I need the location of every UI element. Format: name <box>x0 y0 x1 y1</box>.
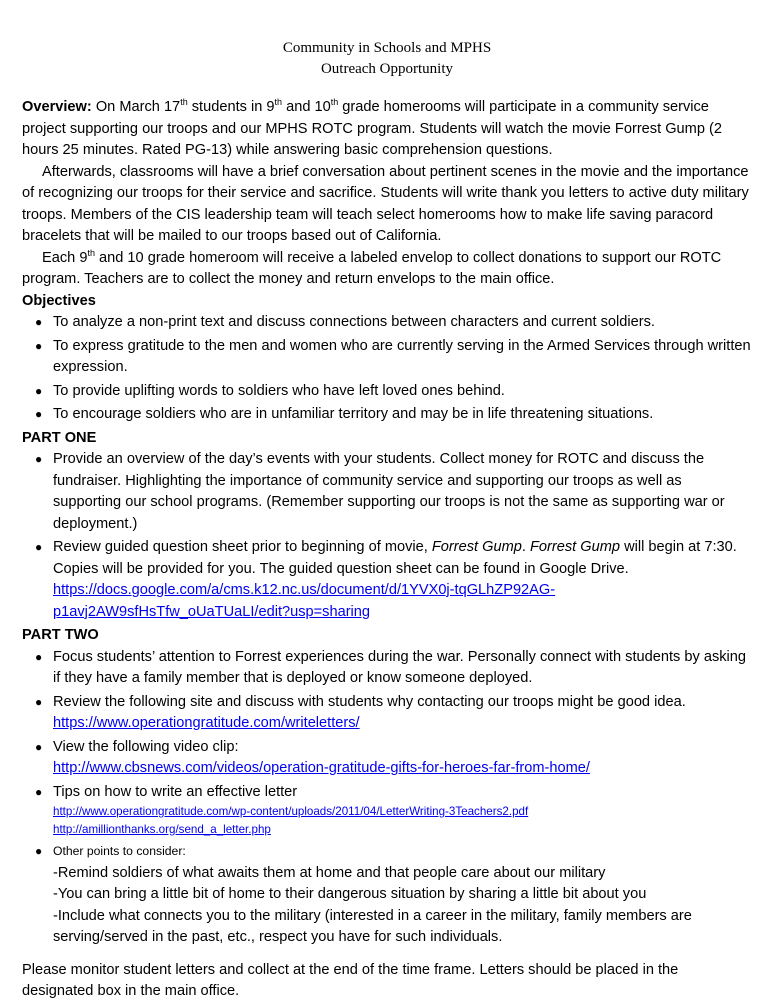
bullet-icon: ● <box>35 407 43 421</box>
bullet-icon: ● <box>35 315 43 329</box>
part-two-list <box>22 647 752 949</box>
video-clip-link[interactable]: http://www.cbsnews.com/videos/operation-gratitude-gifts-for-heroes-far-from-home/ <box>53 760 590 776</box>
closing-paragraph: Please monitor student letters and collect at the end of the time frame. Letters should be placed in the designated box in the main office. <box>22 961 679 999</box>
title-line-1: Community in Schools and MPHS <box>282 40 492 56</box>
part-one-heading: PART ONE <box>22 429 97 446</box>
letter-writing-pdf-link[interactable]: http://www.operationgratitude.com/wp-content/uploads/2011/04/LetterWriting-3Teachers2.pdf <box>53 805 529 818</box>
overview-paragraph: Overview: On March 17th students in 9th and 10th grade homerooms will participate in a community service project supporting our troops and our MPHS ROTC program. Students will watch the movie Forrest Gump (2 hours 25 minutes. Rated PG-13) while answering basic comprehension questions. <box>22 97 722 158</box>
donations-paragraph: Each 9th and 10 grade homeroom will receive a labeled envelop to collect donations to support our ROTC program. Teachers are to collect the money and return envelops to the main office. <box>22 247 722 287</box>
title-line-2: Outreach Opportunity <box>320 61 454 77</box>
list-item: ● Focus students’ attention to Forrest experiences during the war. Personally connect with students by asking if they have a family member that is deployed or know someone deployed. <box>35 648 747 686</box>
list-item: ● To provide uplifting words to soldiers who have left loved ones behind. <box>22 381 752 403</box>
point-3: -Include what connects you to the military (interested in a career in the military, family members are serving/served in the past, etc., respect you have for such individuals. <box>53 907 692 945</box>
bullet-icon: ● <box>35 452 43 466</box>
write-letters-link[interactable]: https://www.operationgratitude.com/writeletters/ <box>53 715 360 731</box>
bullet-icon: ● <box>35 694 43 709</box>
bullet-icon: ● <box>35 540 43 554</box>
bullet-icon: ● <box>35 649 43 664</box>
list-item: ● Provide an overview of the day’s events with your students. Collect money for ROTC and discuss the fundraiser. Highlighting the importance of community service and supporting our troops as well as supporting our school programs. (Remember supporting our troops is not the same as supporting war or deployment.) <box>35 451 725 532</box>
point-1: -Remind soldiers of what awaits them at home and that people care about our military <box>53 864 606 881</box>
list-item: ● View the following video clip: http://www.cbsnews.com/videos/operation-gratitude-gifts-for-heroes-far-from-home/ <box>35 738 590 776</box>
part-one-list <box>22 449 752 623</box>
list-item: ● To encourage soldiers who are in unfamiliar territory and may be in life threatening situations. <box>22 404 752 426</box>
bullet-icon: ● <box>35 844 43 858</box>
bullet-icon: ● <box>35 739 43 754</box>
document-title <box>22 38 752 80</box>
guided-question-sheet-link[interactable]: https://docs.google.com/a/cms.k12.nc.us/document/d/1YVX0j-tqGLhZP92AG-p1avj2AW9sfHsTfw_oUaTUaLI/edit?usp=sharing <box>53 582 556 620</box>
bullet-icon: ● <box>35 784 43 799</box>
bullet-icon: ● <box>35 338 43 353</box>
objectives-list <box>22 312 752 426</box>
list-item: ● Review guided question sheet prior to beginning of movie, Forrest Gump. Forrest Gump will begin at 7:30. Copies will be provided for you. The guided question sheet can be found in Google Drive. https://docs.google.com/a/cms.k12.nc.us/document/d/1YVX0j-tqGLhZP92AG-p1avj2AW9sfHsTfw_oUaTUaLI/edit?usp=sharing <box>35 539 737 620</box>
afterwards-paragraph: Afterwards, classrooms will have a brief conversation about pertinent scenes in the movie and the importance of recognizing our troops for their service and sacrifice. Students will write thank you letters to active duty military troops. Members of the CIS leadership team will teach select homerooms how to make life saving paracord bracelets that will be mailed to our troops based out of California. <box>22 163 749 244</box>
point-2: -You can bring a little bit of home to their dangerous situation by sharing a little bit about you <box>53 886 647 902</box>
list-item: ● Other points to consider: -Remind soldiers of what awaits them at home and that people care about our military -You can bring a little bit of home to their dangerous situation by sharing a little bit about you -Include what connects you to the military (interested in a career in the military, family members are serving/served in the past, etc., respect you have for such individuals. <box>22 841 752 949</box>
bullet-icon: ● <box>35 383 43 398</box>
document-page <box>22 38 752 1003</box>
objectives-heading: Objectives <box>22 292 96 309</box>
list-item: ● To analyze a non-print text and discuss connections between characters and current soldiers. <box>22 312 752 334</box>
part-two-heading: PART TWO <box>22 627 99 643</box>
million-thanks-link[interactable]: http://amillionthanks.org/send_a_letter.php <box>53 823 271 836</box>
list-item: ● Review the following site and discuss with students why contacting our troops might be good idea. https://www.operationgratitude.com/writeletters/ <box>35 693 686 731</box>
list-item: ● Tips on how to write an effective letter http://www.operationgratitude.com/wp-content/uploads/2011/04/LetterWriting-3Teachers2.pdf http://amillionthanks.org/send_a_letter.php <box>22 782 752 840</box>
list-item: ● To express gratitude to the men and women who are currently serving in the Armed Services through written expression. <box>35 337 751 375</box>
overview-label: Overview: <box>22 99 92 115</box>
